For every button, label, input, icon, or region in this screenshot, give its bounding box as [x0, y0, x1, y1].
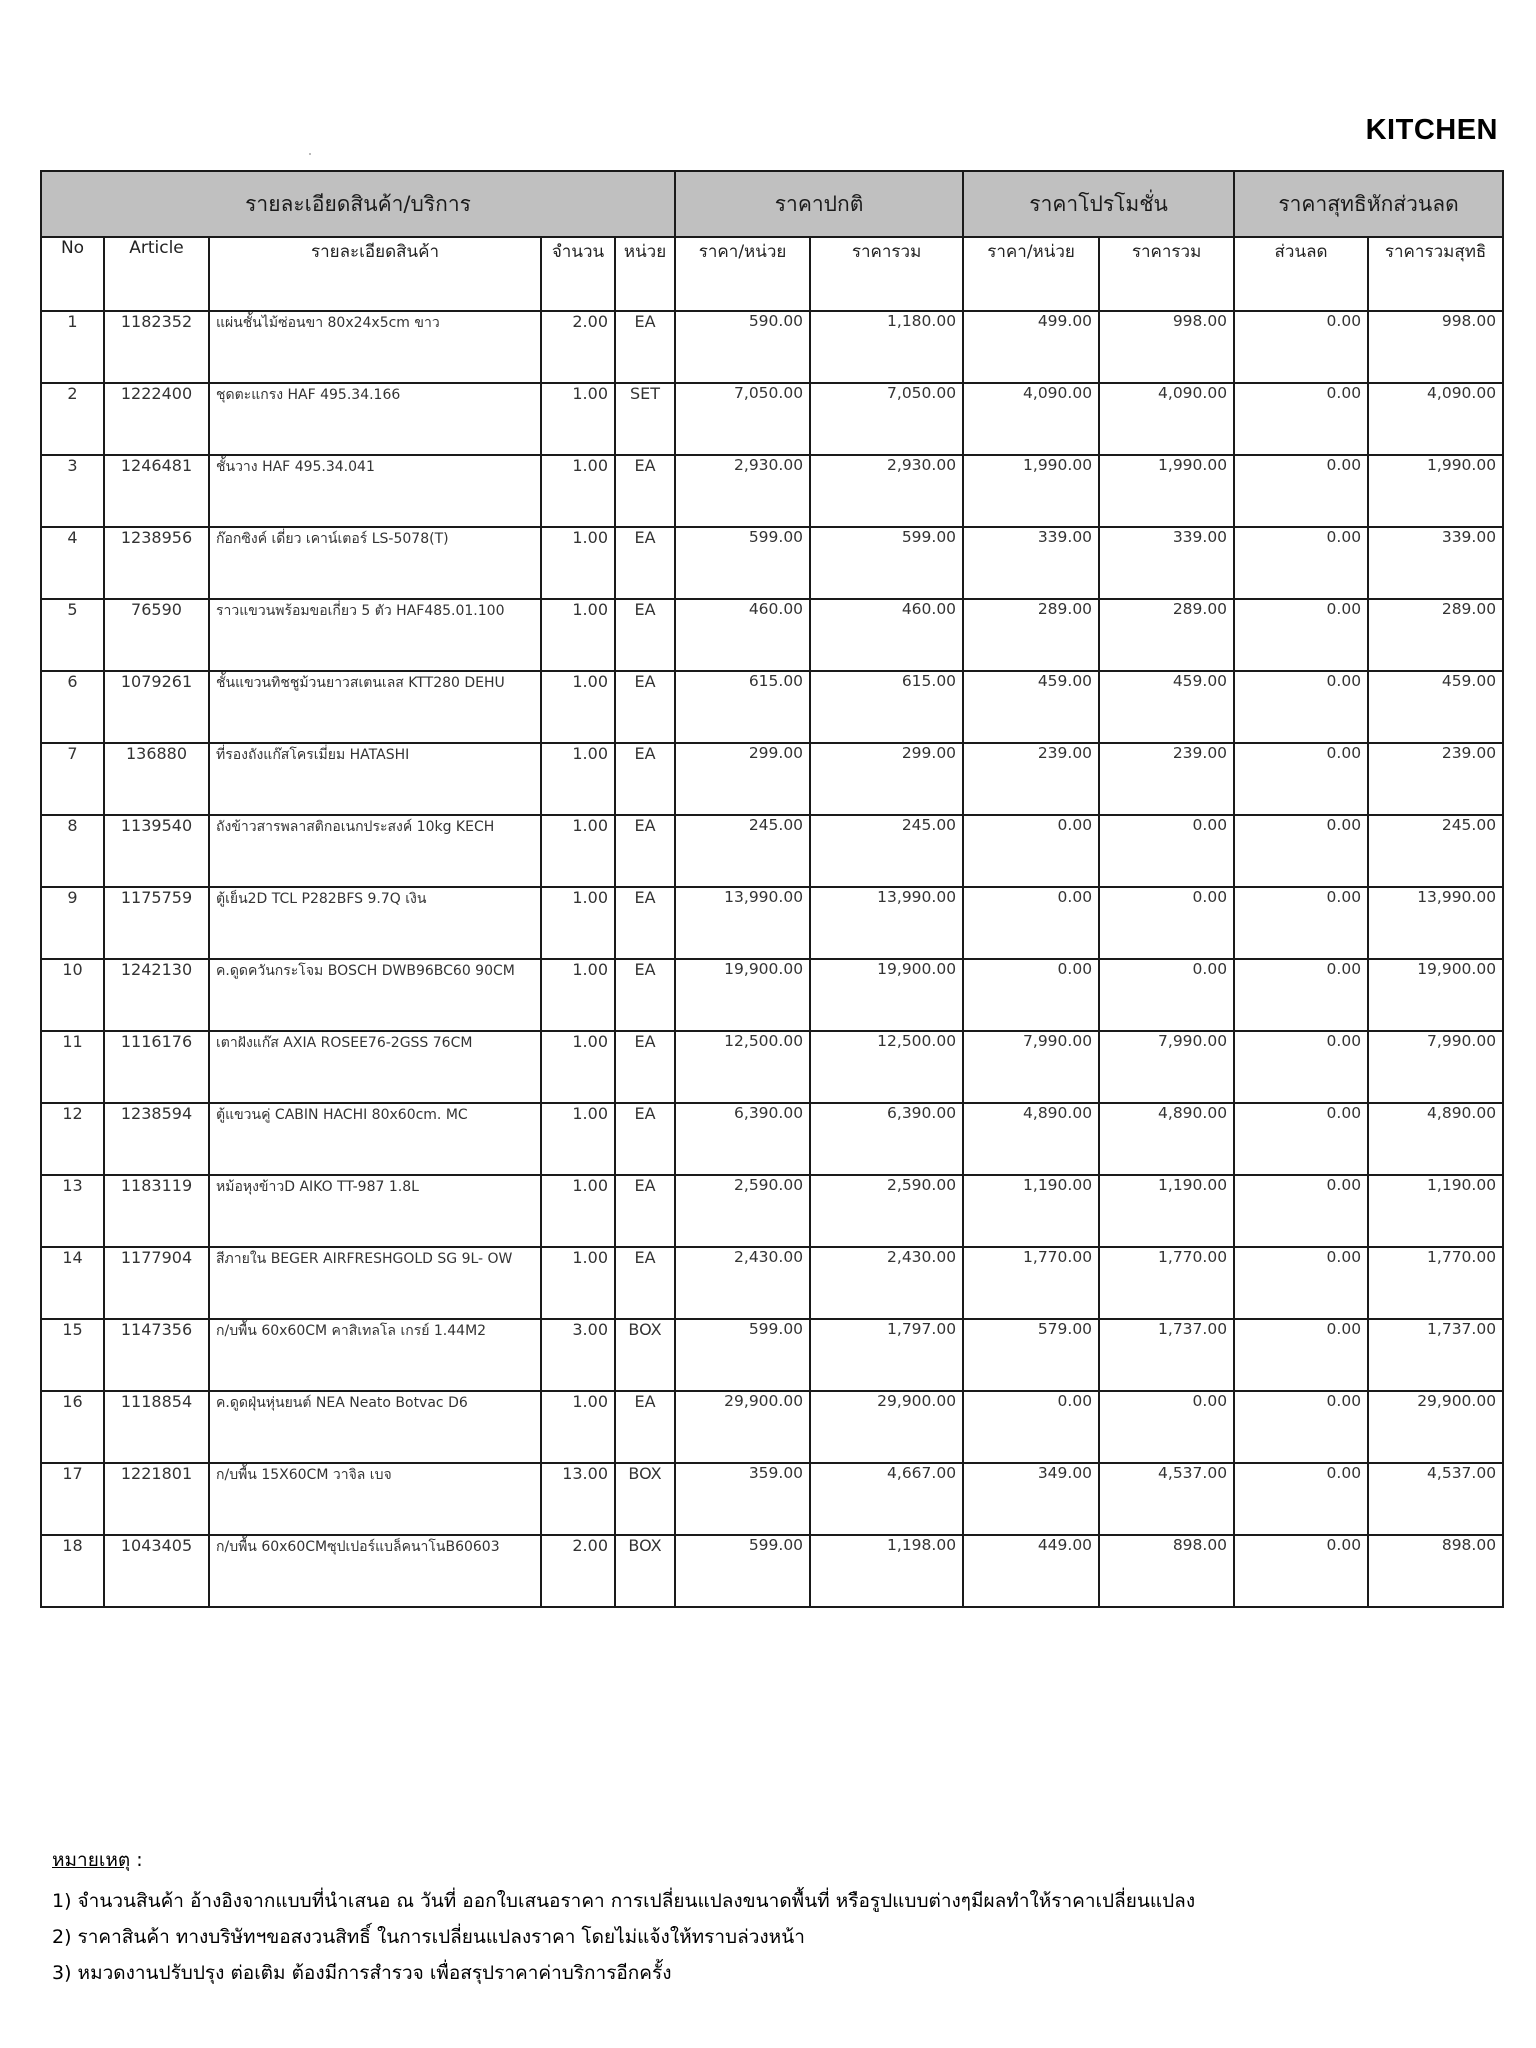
- cell-discount: 0.00: [1234, 959, 1368, 1031]
- cell-no: 6: [41, 671, 104, 743]
- notes-heading: [52, 1845, 1195, 1875]
- cell-reg-total: 1,180.00: [810, 311, 963, 383]
- cell-discount: 0.00: [1234, 743, 1368, 815]
- cell-reg-total: 13,990.00: [810, 887, 963, 959]
- cell-qty: 1.00: [541, 527, 615, 599]
- cell-promo-unit-price: 4,890.00: [963, 1103, 1099, 1175]
- cell-reg-total: 2,930.00: [810, 455, 963, 527]
- cell-promo-total: 4,890.00: [1099, 1103, 1234, 1175]
- cell-qty: 1.00: [541, 1391, 615, 1463]
- cell-promo-unit-price: 459.00: [963, 671, 1099, 743]
- cell-reg-unit-price: 359.00: [675, 1463, 810, 1535]
- cell-discount: 0.00: [1234, 815, 1368, 887]
- col-header-promo-total: ราคารวม: [1099, 237, 1234, 311]
- col-header-discount: ส่วนลด: [1234, 237, 1368, 311]
- cell-no: 4: [41, 527, 104, 599]
- cell-discount: 0.00: [1234, 1319, 1368, 1391]
- cell-qty: 1.00: [541, 1175, 615, 1247]
- cell-reg-total: 460.00: [810, 599, 963, 671]
- cell-promo-total: 898.00: [1099, 1535, 1234, 1607]
- cell-qty: 1.00: [541, 959, 615, 1031]
- column-header-row: [41, 237, 1503, 311]
- cell-promo-total: 239.00: [1099, 743, 1234, 815]
- page-title: KITCHEN: [1365, 114, 1498, 146]
- cell-net-total: 459.00: [1368, 671, 1503, 743]
- cell-unit: EA: [615, 311, 675, 383]
- cell-net-total: 289.00: [1368, 599, 1503, 671]
- cell-unit: BOX: [615, 1535, 675, 1607]
- cell-description: ก/บพื้น 60x60CM คาสิเทลโล เกรย์ 1.44M2: [209, 1319, 541, 1391]
- decorative-dot: [309, 153, 311, 155]
- cell-article: 1116176: [104, 1031, 209, 1103]
- cell-qty: 1.00: [541, 671, 615, 743]
- cell-no: 14: [41, 1247, 104, 1319]
- cell-article: 136880: [104, 743, 209, 815]
- cell-net-total: 4,890.00: [1368, 1103, 1503, 1175]
- cell-article: 1079261: [104, 671, 209, 743]
- cell-unit: EA: [615, 455, 675, 527]
- cell-unit: EA: [615, 815, 675, 887]
- cell-description: หม้อหุงข้าวD AIKO TT-987 1.8L: [209, 1175, 541, 1247]
- cell-article: 1222400: [104, 383, 209, 455]
- cell-no: 3: [41, 455, 104, 527]
- cell-reg-unit-price: 29,900.00: [675, 1391, 810, 1463]
- cell-no: 17: [41, 1463, 104, 1535]
- cell-discount: 0.00: [1234, 1535, 1368, 1607]
- cell-reg-unit-price: 299.00: [675, 743, 810, 815]
- col-header-promo-unit-price: ราคา/หน่วย: [963, 237, 1099, 311]
- col-header-unit: หน่วย: [615, 237, 675, 311]
- notes-heading-colon: :: [130, 1849, 143, 1871]
- cell-unit: BOX: [615, 1463, 675, 1535]
- table-row: [41, 887, 1503, 959]
- cell-net-total: 1,737.00: [1368, 1319, 1503, 1391]
- cell-discount: 0.00: [1234, 527, 1368, 599]
- cell-no: 18: [41, 1535, 104, 1607]
- cell-no: 7: [41, 743, 104, 815]
- cell-description: ก๊อกซิงค์ เดี่ยว เคาน์เตอร์ LS-5078(T): [209, 527, 541, 599]
- cell-no: 11: [41, 1031, 104, 1103]
- cell-promo-unit-price: 7,990.00: [963, 1031, 1099, 1103]
- cell-net-total: 13,990.00: [1368, 887, 1503, 959]
- col-header-qty: จำนวน: [541, 237, 615, 311]
- cell-discount: 0.00: [1234, 383, 1368, 455]
- cell-description: ราวแขวนพร้อมขอเกี่ยว 5 ตัว HAF485.01.100: [209, 599, 541, 671]
- table-row: [41, 527, 1503, 599]
- cell-discount: 0.00: [1234, 671, 1368, 743]
- cell-no: 10: [41, 959, 104, 1031]
- cell-unit: EA: [615, 1103, 675, 1175]
- notes-heading-label: หมายเหตุ: [52, 1849, 131, 1871]
- col-header-description: รายละเอียดสินค้า: [209, 237, 541, 311]
- cell-discount: 0.00: [1234, 1247, 1368, 1319]
- note-line-1: 1) จำนวนสินค้า อ้างอิงจากแบบที่นำเสนอ ณ วันที่ ออกใบเสนอราคา การเปลี่ยนแปลงขนาดพื้นที่ หรือรูปแบบต่างๆมีผลทำให้ราคาเปลี่ยนแปลง: [52, 1890, 1196, 1912]
- cell-article: 1221801: [104, 1463, 209, 1535]
- cell-discount: 0.00: [1234, 1031, 1368, 1103]
- cell-no: 8: [41, 815, 104, 887]
- cell-qty: 1.00: [541, 455, 615, 527]
- cell-promo-unit-price: 339.00: [963, 527, 1099, 599]
- cell-promo-total: 339.00: [1099, 527, 1234, 599]
- cell-reg-total: 12,500.00: [810, 1031, 963, 1103]
- cell-promo-total: 998.00: [1099, 311, 1234, 383]
- cell-net-total: 1,990.00: [1368, 455, 1503, 527]
- quotation-table: [40, 170, 1504, 1608]
- cell-article: 1043405: [104, 1535, 209, 1607]
- cell-promo-total: 459.00: [1099, 671, 1234, 743]
- cell-discount: 0.00: [1234, 311, 1368, 383]
- cell-no: 12: [41, 1103, 104, 1175]
- cell-promo-unit-price: 4,090.00: [963, 383, 1099, 455]
- cell-reg-total: 1,198.00: [810, 1535, 963, 1607]
- cell-discount: 0.00: [1234, 599, 1368, 671]
- cell-description: ค.ดูดฝุ่นหุ่นยนต์ NEA Neato Botvac D6: [209, 1391, 541, 1463]
- cell-reg-unit-price: 2,430.00: [675, 1247, 810, 1319]
- cell-unit: EA: [615, 1175, 675, 1247]
- cell-reg-unit-price: 13,990.00: [675, 887, 810, 959]
- cell-net-total: 4,537.00: [1368, 1463, 1503, 1535]
- cell-article: 1242130: [104, 959, 209, 1031]
- cell-promo-total: 1,190.00: [1099, 1175, 1234, 1247]
- cell-description: ค.ดูดควันกระโจม BOSCH DWB96BC60 90CM: [209, 959, 541, 1031]
- cell-description: เตาฝังแก๊ส AXIA ROSEE76-2GSS 76CM: [209, 1031, 541, 1103]
- cell-qty: 13.00: [541, 1463, 615, 1535]
- cell-reg-total: 4,667.00: [810, 1463, 963, 1535]
- cell-discount: 0.00: [1234, 1463, 1368, 1535]
- cell-article: 1118854: [104, 1391, 209, 1463]
- cell-unit: SET: [615, 383, 675, 455]
- cell-qty: 1.00: [541, 743, 615, 815]
- cell-article: 1238956: [104, 527, 209, 599]
- cell-description: ตู้เย็น2D TCL P282BFS 9.7Q เงิน: [209, 887, 541, 959]
- cell-net-total: 998.00: [1368, 311, 1503, 383]
- cell-net-total: 898.00: [1368, 1535, 1503, 1607]
- cell-reg-unit-price: 245.00: [675, 815, 810, 887]
- cell-net-total: 1,190.00: [1368, 1175, 1503, 1247]
- cell-reg-unit-price: 615.00: [675, 671, 810, 743]
- cell-qty: 1.00: [541, 887, 615, 959]
- cell-reg-unit-price: 19,900.00: [675, 959, 810, 1031]
- cell-description: ชั้นแขวนทิชชูม้วนยาวสเตนเลส KTT280 DEHU: [209, 671, 541, 743]
- cell-description: ชุดตะแกรง HAF 495.34.166: [209, 383, 541, 455]
- cell-no: 2: [41, 383, 104, 455]
- cell-discount: 0.00: [1234, 1175, 1368, 1247]
- cell-promo-unit-price: 0.00: [963, 1391, 1099, 1463]
- cell-unit: EA: [615, 599, 675, 671]
- table-row: [41, 1175, 1503, 1247]
- cell-reg-total: 6,390.00: [810, 1103, 963, 1175]
- table-row: [41, 743, 1503, 815]
- cell-net-total: 1,770.00: [1368, 1247, 1503, 1319]
- cell-promo-unit-price: 289.00: [963, 599, 1099, 671]
- cell-promo-total: 289.00: [1099, 599, 1234, 671]
- cell-no: 16: [41, 1391, 104, 1463]
- cell-promo-total: 4,090.00: [1099, 383, 1234, 455]
- cell-qty: 1.00: [541, 1103, 615, 1175]
- cell-article: 1182352: [104, 311, 209, 383]
- cell-reg-total: 19,900.00: [810, 959, 963, 1031]
- cell-qty: 1.00: [541, 599, 615, 671]
- cell-description: ถังข้าวสารพลาสติกอเนกประสงค์ 10kg KECH: [209, 815, 541, 887]
- col-header-article: Article: [104, 237, 209, 311]
- cell-article: 1147356: [104, 1319, 209, 1391]
- cell-reg-unit-price: 590.00: [675, 311, 810, 383]
- note-line-3: 3) หมวดงานปรับปรุง ต่อเติม ต้องมีการสำรวจ เพื่อสรุปราคาค่าบริการอีกครั้ง: [52, 1962, 672, 1984]
- col-header-reg-unit-price: ราคา/หน่วย: [675, 237, 810, 311]
- cell-unit: EA: [615, 887, 675, 959]
- cell-article: 1238594: [104, 1103, 209, 1175]
- col-header-reg-total: ราคารวม: [810, 237, 963, 311]
- cell-net-total: 339.00: [1368, 527, 1503, 599]
- cell-article: 1139540: [104, 815, 209, 887]
- cell-promo-total: 0.00: [1099, 815, 1234, 887]
- cell-reg-unit-price: 12,500.00: [675, 1031, 810, 1103]
- cell-promo-unit-price: 1,190.00: [963, 1175, 1099, 1247]
- cell-promo-unit-price: 0.00: [963, 815, 1099, 887]
- cell-promo-total: 4,537.00: [1099, 1463, 1234, 1535]
- cell-promo-unit-price: 0.00: [963, 959, 1099, 1031]
- cell-promo-total: 0.00: [1099, 1391, 1234, 1463]
- cell-reg-total: 299.00: [810, 743, 963, 815]
- table-row: [41, 959, 1503, 1031]
- cell-net-total: 245.00: [1368, 815, 1503, 887]
- cell-description: ตู้แขวนคู่ CABIN HACHI 80x60cm. MC: [209, 1103, 541, 1175]
- cell-reg-unit-price: 2,590.00: [675, 1175, 810, 1247]
- cell-unit: BOX: [615, 1319, 675, 1391]
- table-row: [41, 311, 1503, 383]
- cell-promo-unit-price: 1,770.00: [963, 1247, 1099, 1319]
- group-header-details: รายละเอียดสินค้า/บริการ: [41, 171, 675, 237]
- cell-promo-total: 0.00: [1099, 887, 1234, 959]
- cell-qty: 1.00: [541, 815, 615, 887]
- table-row: [41, 1391, 1503, 1463]
- cell-unit: EA: [615, 959, 675, 1031]
- cell-unit: EA: [615, 743, 675, 815]
- cell-reg-total: 615.00: [810, 671, 963, 743]
- cell-description: ชั้นวาง HAF 495.34.041: [209, 455, 541, 527]
- cell-net-total: 29,900.00: [1368, 1391, 1503, 1463]
- cell-unit: EA: [615, 671, 675, 743]
- cell-reg-total: 2,430.00: [810, 1247, 963, 1319]
- cell-reg-unit-price: 6,390.00: [675, 1103, 810, 1175]
- cell-no: 15: [41, 1319, 104, 1391]
- cell-qty: 1.00: [541, 1031, 615, 1103]
- cell-unit: EA: [615, 1391, 675, 1463]
- cell-net-total: 4,090.00: [1368, 383, 1503, 455]
- cell-reg-unit-price: 599.00: [675, 527, 810, 599]
- cell-description: ก/บพื้น 60x60CMซุปเปอร์แบล็คนาโนB60603: [209, 1535, 541, 1607]
- cell-reg-unit-price: 2,930.00: [675, 455, 810, 527]
- cell-reg-unit-price: 7,050.00: [675, 383, 810, 455]
- table-row: [41, 1103, 1503, 1175]
- cell-net-total: 19,900.00: [1368, 959, 1503, 1031]
- cell-net-total: 7,990.00: [1368, 1031, 1503, 1103]
- cell-article: 1177904: [104, 1247, 209, 1319]
- table-row: [41, 455, 1503, 527]
- table-row: [41, 1319, 1503, 1391]
- cell-qty: 3.00: [541, 1319, 615, 1391]
- cell-reg-total: 599.00: [810, 527, 963, 599]
- cell-promo-total: 1,770.00: [1099, 1247, 1234, 1319]
- cell-discount: 0.00: [1234, 887, 1368, 959]
- col-header-net-total: ราคารวมสุทธิ: [1368, 237, 1503, 311]
- cell-reg-unit-price: 599.00: [675, 1319, 810, 1391]
- cell-promo-total: 7,990.00: [1099, 1031, 1234, 1103]
- note-line-2: 2) ราคาสินค้า ทางบริษัทฯขอสงวนสิทธิ์ ในการเปลี่ยนแปลงราคา โดยไม่แจ้งให้ทราบล่วงหน้า: [52, 1926, 805, 1948]
- table-row: [41, 815, 1503, 887]
- cell-description: แผ่นชั้นไม้ซ่อนขา 80x24x5cm ขาว: [209, 311, 541, 383]
- col-header-no: No: [41, 237, 104, 311]
- cell-description: สีภายใน BEGER AIRFRESHGOLD SG 9L- OW: [209, 1247, 541, 1319]
- cell-promo-unit-price: 579.00: [963, 1319, 1099, 1391]
- cell-reg-total: 29,900.00: [810, 1391, 963, 1463]
- cell-promo-unit-price: 0.00: [963, 887, 1099, 959]
- cell-discount: 0.00: [1234, 1103, 1368, 1175]
- cell-qty: 1.00: [541, 383, 615, 455]
- table-row: [41, 1031, 1503, 1103]
- cell-reg-unit-price: 460.00: [675, 599, 810, 671]
- cell-no: 13: [41, 1175, 104, 1247]
- table-row: [41, 599, 1503, 671]
- table-row: [41, 1247, 1503, 1319]
- cell-unit: EA: [615, 1247, 675, 1319]
- cell-discount: 0.00: [1234, 455, 1368, 527]
- cell-no: 9: [41, 887, 104, 959]
- cell-promo-unit-price: 1,990.00: [963, 455, 1099, 527]
- cell-article: 1175759: [104, 887, 209, 959]
- cell-article: 1183119: [104, 1175, 209, 1247]
- group-header-regular-price: ราคาปกติ: [675, 171, 963, 237]
- cell-article: 1246481: [104, 455, 209, 527]
- cell-reg-total: 2,590.00: [810, 1175, 963, 1247]
- table-row: [41, 1463, 1503, 1535]
- group-header-promo-price: ราคาโปรโมชั่น: [963, 171, 1234, 237]
- table-body: [41, 311, 1503, 1607]
- cell-qty: 1.00: [541, 1247, 615, 1319]
- cell-reg-unit-price: 599.00: [675, 1535, 810, 1607]
- cell-unit: EA: [615, 527, 675, 599]
- cell-qty: 2.00: [541, 1535, 615, 1607]
- group-header-net-price: ราคาสุทธิหักส่วนลด: [1234, 171, 1503, 237]
- cell-description: ก/บพื้น 15X60CM วาจิล เบจ: [209, 1463, 541, 1535]
- cell-no: 1: [41, 311, 104, 383]
- cell-qty: 2.00: [541, 311, 615, 383]
- table-row: [41, 671, 1503, 743]
- cell-promo-total: 1,990.00: [1099, 455, 1234, 527]
- cell-reg-total: 245.00: [810, 815, 963, 887]
- cell-reg-total: 1,797.00: [810, 1319, 963, 1391]
- cell-promo-unit-price: 239.00: [963, 743, 1099, 815]
- cell-promo-unit-price: 499.00: [963, 311, 1099, 383]
- table-row: [41, 1535, 1503, 1607]
- cell-promo-total: 1,737.00: [1099, 1319, 1234, 1391]
- cell-reg-total: 7,050.00: [810, 383, 963, 455]
- cell-promo-total: 0.00: [1099, 959, 1234, 1031]
- cell-no: 5: [41, 599, 104, 671]
- cell-promo-unit-price: 449.00: [963, 1535, 1099, 1607]
- cell-net-total: 239.00: [1368, 743, 1503, 815]
- group-header-row: [41, 171, 1503, 237]
- cell-promo-unit-price: 349.00: [963, 1463, 1099, 1535]
- cell-discount: 0.00: [1234, 1391, 1368, 1463]
- cell-article: 76590: [104, 599, 209, 671]
- cell-description: ที่รองถังแก๊สโครเมี่ยม HATASHI: [209, 743, 541, 815]
- notes-section: [52, 1845, 1195, 1991]
- table-row: [41, 383, 1503, 455]
- cell-unit: EA: [615, 1031, 675, 1103]
